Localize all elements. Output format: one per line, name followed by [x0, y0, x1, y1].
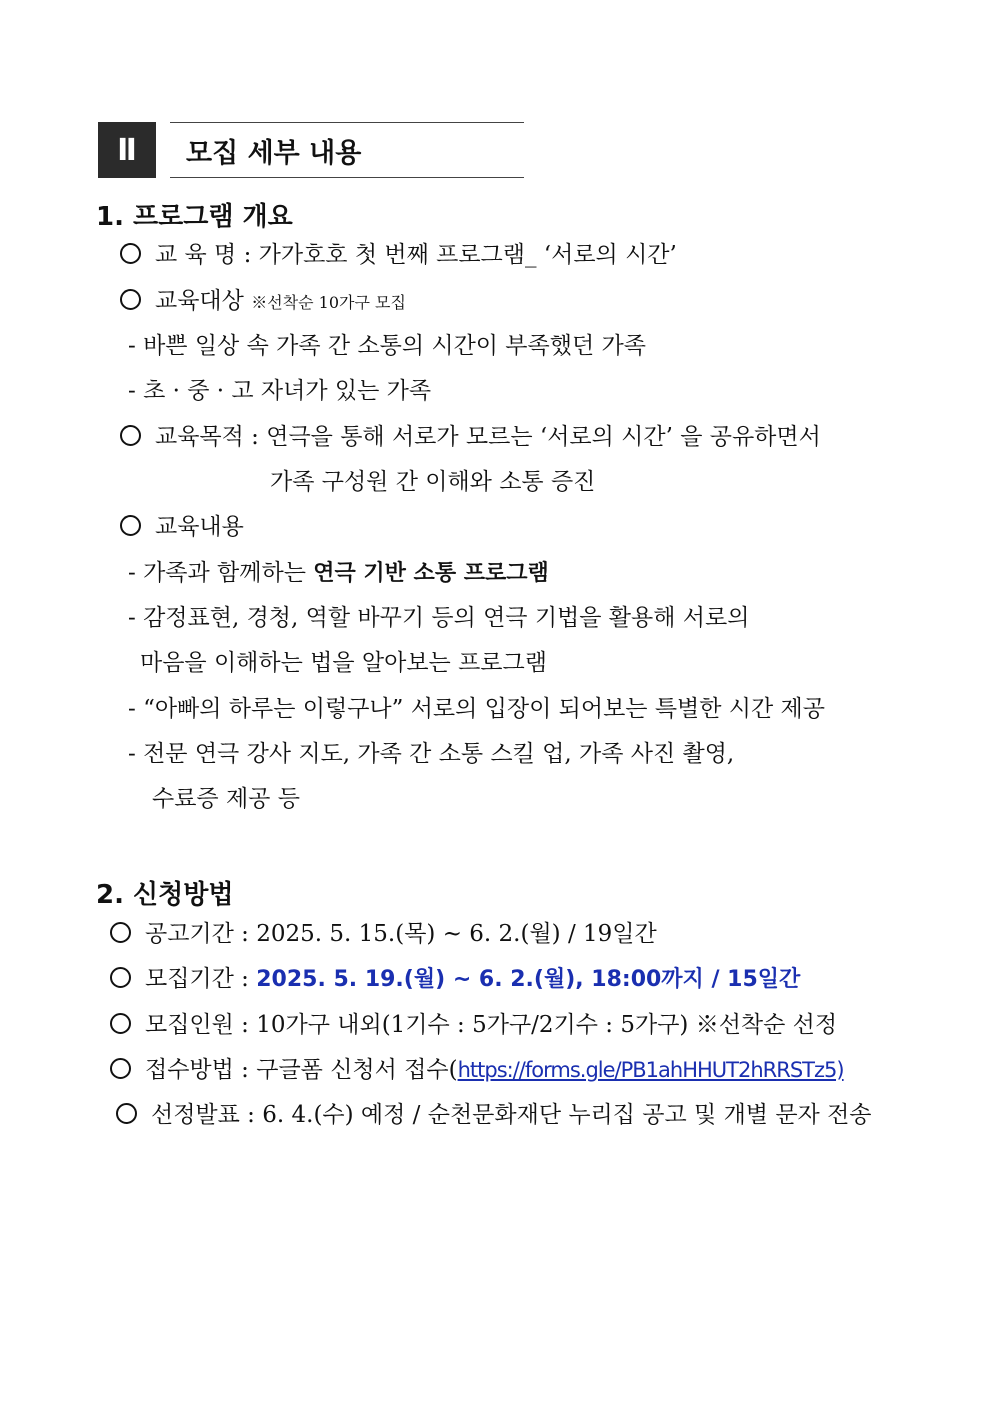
circle-bullet-icon — [110, 967, 131, 988]
content-item-4-cont: 수료증 제공 등 — [152, 786, 300, 812]
apply-link[interactable]: https://forms.gle/PB1ahHHUT2hRRSTz5) — [457, 1058, 844, 1082]
circle-bullet-icon — [110, 922, 131, 943]
target-item-2: - 초 · 중 · 고 자녀가 있는 가족 — [128, 378, 432, 404]
notice-text: 공고기간 : 2025. 5. 15.(목) ~ 6. 2.(월) / 19일간 — [145, 921, 657, 947]
announce-text: 선정발표 : 6. 4.(수) 예정 / 순천문화재단 누리집 공고 및 개별 문자 전송 — [151, 1102, 872, 1128]
content-item-4: - 전문 연극 강사 지도, 가족 간 소통 스킬 업, 가족 사진 촬영, — [128, 741, 735, 767]
content-item-1-bold: 연극 기반 소통 프로그램 — [313, 561, 549, 586]
purpose-text: 교육목적 : 연극을 통해 서로가 모르는 ‘서로의 시간’ 을 공유하면서 — [155, 424, 821, 450]
target-label: 교육대상 — [155, 288, 244, 314]
circle-bullet-icon — [120, 425, 141, 446]
content-item-2-cont: 마음을 이해하는 법을 알아보는 프로그램 — [140, 650, 547, 676]
circle-bullet-icon — [116, 1103, 137, 1124]
apply-line — [110, 1053, 844, 1087]
content-item-2: - 감정표현, 경청, 역할 바꾸기 등의 연극 기법을 활용해 서로의 — [128, 605, 750, 631]
section-header — [98, 122, 526, 178]
apply-label: 접수방법 : 구글폼 신청서 접수( — [145, 1057, 458, 1083]
circle-bullet-icon — [120, 515, 141, 536]
recruit-label: 모집기간 : — [145, 966, 257, 992]
section-title-box — [170, 122, 524, 178]
heading-application: 2. 신청방법 — [96, 880, 234, 910]
circle-bullet-icon — [120, 289, 141, 310]
circle-bullet-icon — [110, 1013, 131, 1034]
circle-bullet-icon — [110, 1058, 131, 1079]
content-item-1-text: - 가족과 함께하는 — [128, 560, 314, 586]
edu-name-line — [120, 238, 677, 272]
content-label: 교육내용 — [155, 514, 244, 540]
content-item-3: - “아빠의 하루는 이렇구나” 서로의 입장이 되어보는 특별한 시간 제공 — [128, 696, 825, 722]
target-line — [120, 284, 406, 320]
people-line — [110, 1008, 837, 1042]
announce-line — [116, 1098, 872, 1132]
content-item-1 — [128, 556, 549, 591]
edu-name-text: 교 육 명 : 가가호호 첫 번째 프로그램_ ‘서로의 시간’ — [155, 242, 677, 268]
target-item-1: - 바쁜 일상 속 가족 간 소통의 시간이 부족했던 가족 — [128, 333, 646, 359]
purpose-line — [120, 420, 821, 454]
notice-line — [110, 917, 657, 951]
people-text: 모집인원 : 10가구 내외(1기수 : 5가구/2기수 : 5가구) ※선착순 선정 — [145, 1012, 838, 1038]
purpose-line-2: 가족 구성원 간 이해와 소통 증진 — [270, 469, 596, 495]
content-line — [120, 510, 244, 544]
recruit-line — [110, 962, 800, 997]
circle-bullet-icon — [120, 243, 141, 264]
recruit-value: 2025. 5. 19.(월) ~ 6. 2.(월), 18:00까지 / 15일간 — [256, 967, 801, 992]
target-note: ※선착순 10가구 모집 — [251, 293, 406, 312]
heading-program-overview: 1. 프로그램 개요 — [96, 202, 293, 232]
section-number: Ⅱ — [98, 122, 156, 178]
section-title: 모집 세부 내용 — [186, 137, 362, 169]
